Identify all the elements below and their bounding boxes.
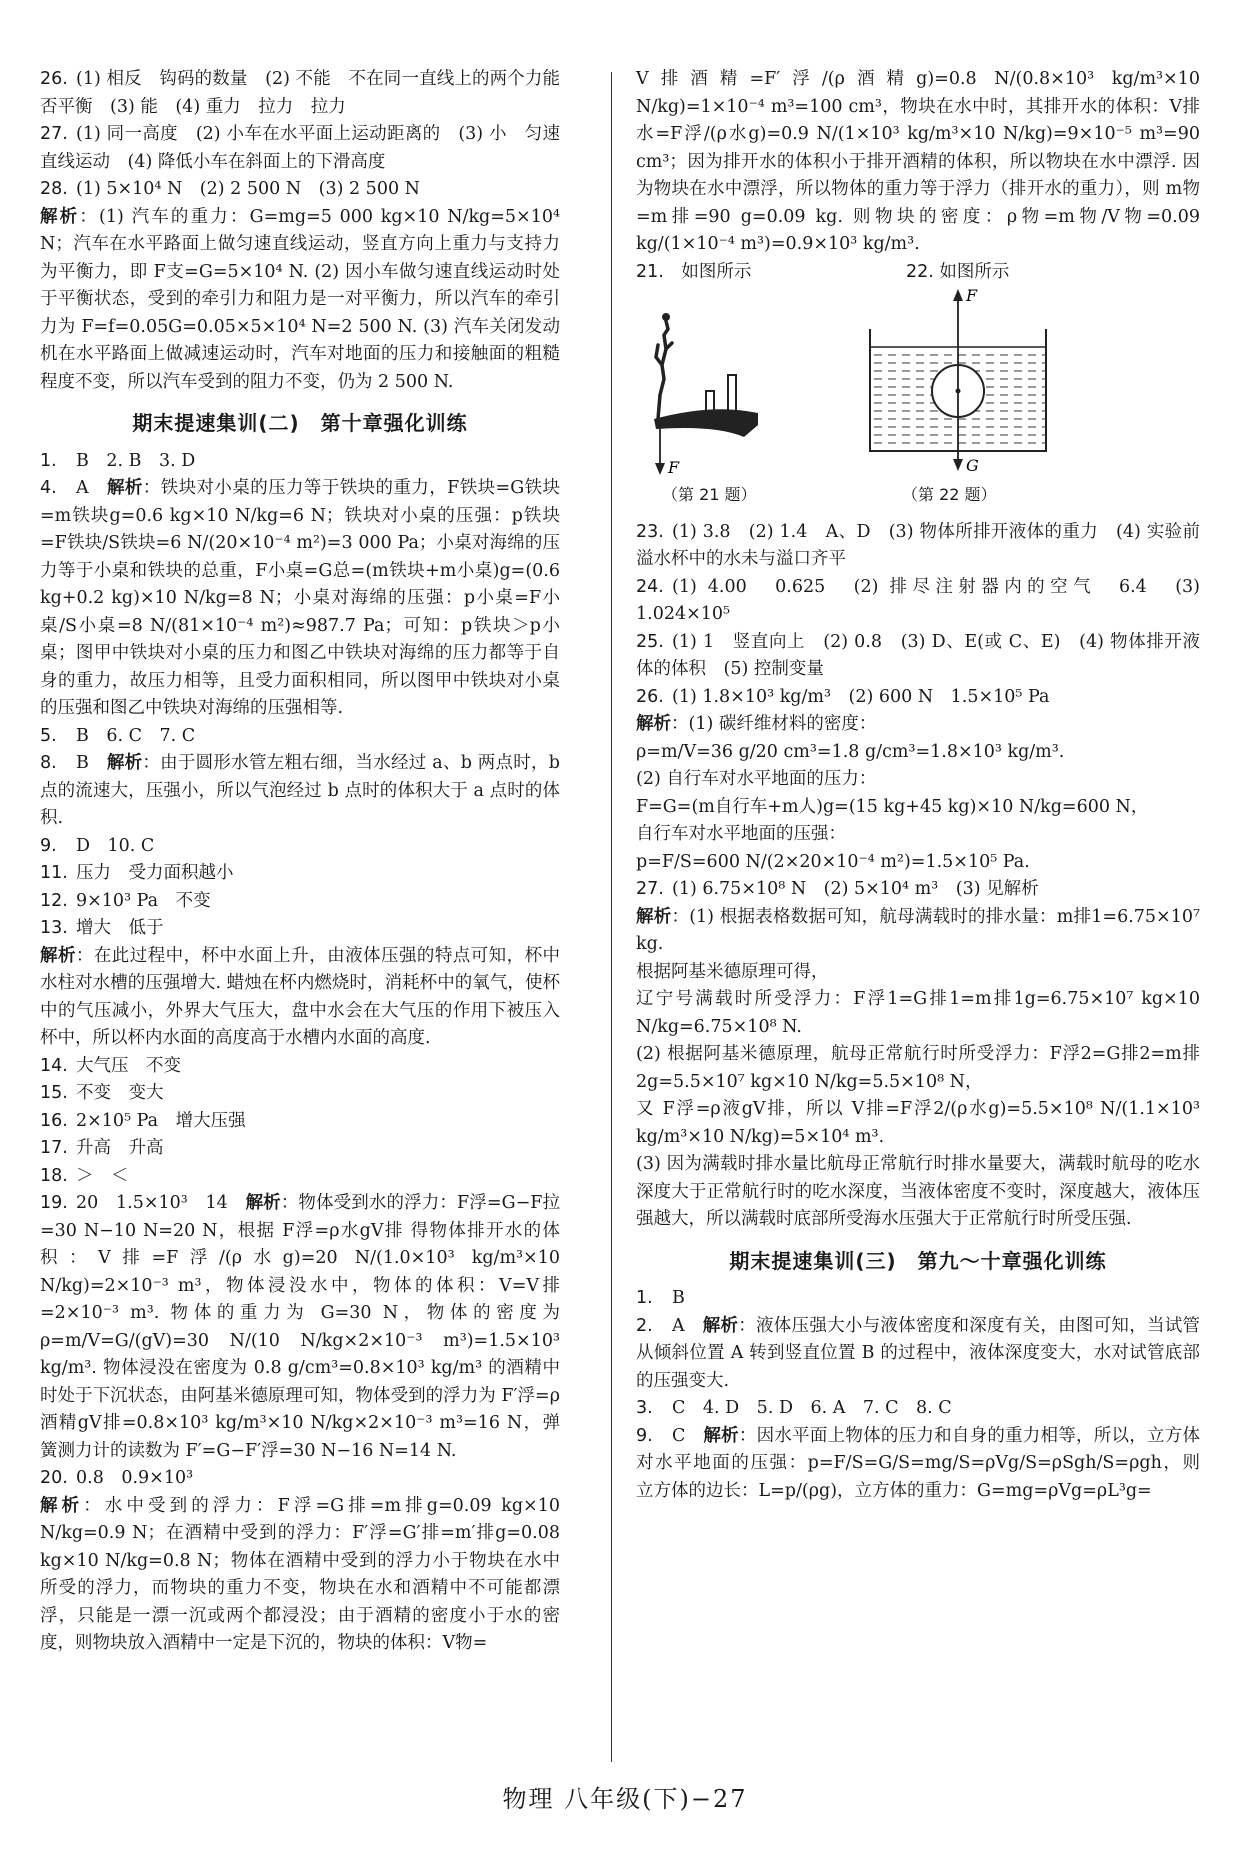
analysis-text: ：(1) 汽车的重力：G=mg=5 000 kg×10 N/kg=5×10⁴ N；汽车在水平路面上做匀速直线运动，竖直方向上重力与支持力为平衡力，即 F支=G=5×10⁴ N. (2) 因小车做匀速直线运动时处于平衡状态，受到的牵引力和阻力是一对平衡力，所以汽车的牵引力为 F=f=0.05G=0.05×5×10⁴ N=2 500 N. (3) 汽车关闭发动机在水平路面上做减速运动时，汽车对地面的压力和接触面的粗糙程度不变，所以汽车受到的阻力不变，仍为 2 500 N. <box>40 206 560 392</box>
answer-14: 14. 大气压 不变 <box>40 1055 181 1076</box>
answer-27: 27. (1) 6.75×10⁸ N (2) 5×10⁴ m³ (3) 见解析 解析：(1) 根据表格数据可知，航母满载时的排水量：m排1=6.75×10⁷ kg. 根据阿基米德原理可得， 辽宁号满载时所受浮力：F浮1=G排1=m排1g=6.75×10⁷ kg×10 N/kg=6.75×10⁸ N. (2) 根据阿基米德原理，航母正常航行时所受浮力：F浮2=G排2=m排2g=5.5×10⁷ kg×10 N/kg=5.5×10⁸ N， 又 F浮=ρ液gV排，所以 V排=F浮2/(ρ水g)=5.5×10⁸ N/(1.1×10³ kg/m³×10 N/kg)=5×10⁴ m³. (3) 因为满载时排水量比航母正常航行时排水量要大，满载时航母的吃水深度大于正常航行时的吃水深度，当液体密度不变时，深度越大，液体压强越大，所以满载时底部所受海水压强大于正常航行时所受压强. <box>636 879 1200 1229</box>
answer-11: 11. 压力 受力面积越小 <box>40 863 234 883</box>
figure-22-caption: （第 22 题） <box>902 484 997 504</box>
answer-28: 28. (1) 5×10⁴ N (2) 2 500 N (3) 2 500 N 解析：(1) 汽车的重力：G=mg=5 000 kg×10 N/kg=5×10⁴ N；汽车在水平路面上做匀速直线运动，竖直方向上重力与支持力为平衡力，即 F支=G=5×10⁴ N. (2) 因小车做匀速直线运动时处于平衡状态，受到的牵引力和阻力是一对平衡力，所以汽车的牵引力为 F=f=0.05G=0.05×5×10⁴ N=2 500 N. (3) 汽车关闭发动机在水平路面上做减速运动时，汽车对地面的压力和接触面的粗糙程度不变，所以汽车受到的阻力不变，仍为 2 500 N. <box>40 179 560 392</box>
answer-3-8: 3. C 4. D 5. D 6. A 7. C 8. C <box>636 1398 952 1418</box>
analysis-text: ：物体受到水的浮力：F浮=G−F拉=30 N−10 N=20 N，根据 F浮=ρ水gV排 得物体排开水的体积：V排=F浮/(ρ水g)=20 N/(1.0×10³ kg/m³×10 N/kg)=2×10⁻³ m³，物体浸没水中，物体的体积：V=V排=2×10⁻³ m³. 物体的重力为 G=30 N，物体的密度为 ρ=m/V=G/(gV)=30 N/(10 N/kg×2×10⁻³ m³)=1.5×10³ kg/m³. 物体浸没在密度为 0.8 g/cm³=0.8×10³ kg/m³ 的酒精中时处于下沉状态，由阿基米德原理可知，物体受到的浮力为 F′浮=ρ酒精gV排=0.8×10³ kg/m³×10 N/kg×2×10⁻³ m³=16 N，弹簧测力计的读数为 F′=G−F′浮=30 N−16 N=14 N. <box>40 1193 560 1461</box>
figure-21-caption: （第 21 题） <box>662 484 757 504</box>
answer-26: 26. (1) 相反 钩码的数量 (2) 不能 不在同一直线上的两个力能否平衡 (3) 能 (4) 重力 拉力 拉力 <box>40 69 560 117</box>
answer-25: 25. (1) 1 竖直向上 (2) 0.8 (3) D、E(或 C、E) (4) 物体排开液体的体积 (5) 控制变量 <box>636 631 1200 679</box>
gravity-label: G <box>966 455 979 475</box>
analysis-text: ：由于圆形水管左粗右细，当水经过 a、b 两点时，b 点的流速大，压强小，所以气泡经过 b 点时的体积大于 a 点时的体积. <box>40 753 561 828</box>
answer-23: 23. (1) 3.8 (2) 1.4 A、D (3) 物体所排开液体的重力 (4) 实验前溢水杯中的水未与溢口齐平 <box>636 521 1200 569</box>
answer-17: 17. 升高 升高 <box>40 1138 164 1158</box>
answer-22-label: 22. 如图所示 <box>906 261 1010 282</box>
answer-13: 13. 增大 低于 解析：在此过程中，杯中水面上升，由液体压强的特点可知，杯中水柱对水槽的压强增大. 蜡烛在杯内燃烧时，消耗杯中的氧气，使杯中的气压减小，外界大气压大，盘中水会在大气压的作用下被压入杯中，所以杯内水面的高度高于水槽内水面的高度. <box>40 918 561 1048</box>
answer-8: 8. B 解析：由于圆形水管左粗右细，当水经过 a、b 两点时，b 点的流速大，压强小，所以气泡经过 b 点时的体积大于 a 点时的体积. <box>40 753 561 828</box>
answer-16: 16. 2×10⁵ Pa 增大压强 <box>40 1110 246 1131</box>
answer-20: 20. 0.8 0.9×10³ 解析：水中受到的浮力：F浮=G排=m排g=0.09 kg×10 N/kg=0.9 N；在酒精中受到的浮力：F′浮=G′排=m′排g=0.08 kg×10 N/kg=0.8 N；物体在酒精中受到的浮力小于物块在水中所受的浮力，而物块的重力不变，物块在水和酒精中不可能都漂浮，只能是一漂一沉或两个都浸没；由于酒精的密度小于水的密度，则物块放入酒精中一定是下沉的，物块的体积：V物= <box>40 1468 560 1653</box>
figure-22-floating-ball <box>858 279 1058 479</box>
analysis-text: ：铁块对小桌的压力等于铁块的重力，F铁块=G铁块=m铁块g=0.6 kg×10 N/kg=6 N；铁块对小桌的压强：p铁块=F铁块/S铁块=6 N/(20×10⁻⁴ m²)=3 000 Pa；小桌对海绵的压力等于小桌和铁块的总重，F小桌=G总=(m铁块+m小桌)g=(0.6 kg+0.2 kg)×10 N/kg=8 N；小桌对海绵的压强：p小桌=F小桌/S小桌=8 N/(81×10⁻⁴ m²)≈987.7 Pa；可知：p铁块＞p小桌；图甲中铁块对小桌的压力和图乙中铁块对海绵的压力都等于自身的重力，故压力相等，且受力面积相同，所以图甲中铁块对小桌的压强和图乙中铁块对海绵的压强相等. <box>40 478 560 718</box>
analysis-text: ：因水平面上物体的压力和自身的重力相等，所以，立方体对水平地面的压强：p=F/S=G/S=mg/S=ρVg/S=ρSgh/S=ρgh，则立方体的边长：L=p/(ρg)，立方体的重力：G=mg=ρVg=ρL³g= <box>636 1425 1201 1501</box>
page-footer: 物理 八年级(下)−27 <box>502 1785 748 1813</box>
section-title-3: 期末提速集训(三) 第九～十章强化训练 <box>729 1248 1107 1273</box>
answer-19: 19. 20 1.5×10³ 14 解析：物体受到水的浮力：F浮=G−F拉=30 N−10 N=20 N，根据 F浮=ρ水gV排 得物体排开水的体积：V排=F浮/(ρ水g)=20 N/(1.0×10³ kg/m³×10 N/kg)=2×10⁻³ m³，物体浸没水中，物体的体积：V=V排=2×10⁻³ m³. 物体的重力为 G=30 N，物体的密度为 ρ=m/V=G/(gV)=30 N/(10 N/kg×2×10⁻³ m³)=1.5×10³ kg/m³. 物体浸没在密度为 0.8 g/cm³=0.8×10³ kg/m³ 的酒精中时处于下沉状态，由阿基米德原理可知，物体受到的浮力为 F′浮=ρ酒精gV排=0.8×10³ kg/m³×10 N/kg×2×10⁻³ m³=16 N，弹簧测力计的读数为 F′=G−F′浮=30 N−16 N=14 N. <box>40 1193 560 1461</box>
answer-27: 27. (1) 同一高度 (2) 小车在水平面上运动距离的 (3) 小 匀速直线运动 (4) 降低小车在斜面上的下滑高度 <box>40 124 560 172</box>
answer-5-7: 5. B 6. C 7. C <box>40 725 196 746</box>
answer-1-3: 1. B 2. B 3. D <box>40 450 196 471</box>
answer-12: 12. 9×10³ Pa 不变 <box>40 890 211 911</box>
analysis-label: 解析 <box>106 753 143 773</box>
analysis-label: 解析 <box>40 945 76 966</box>
board-post-tall <box>728 375 736 411</box>
figure-row-21-22 <box>636 259 1200 519</box>
analysis-label: 解析 <box>702 1315 739 1336</box>
right-column <box>636 66 1200 1505</box>
answer-1: 1. B <box>636 1288 685 1308</box>
analysis-label: 解析 <box>40 206 80 227</box>
column-divider <box>611 72 612 1762</box>
figure-21-diving-board <box>636 287 766 477</box>
answer-18: 18. ＞ ＜ <box>40 1165 129 1186</box>
section-title-2: 期末提速集训(二) 第十章强化训练 <box>132 411 468 435</box>
analysis-label: 解析 <box>636 714 671 734</box>
answer-9: 9. C 解析：因水平面上物体的压力和自身的重力相等，所以，立方体对水平地面的压强：p=F/S=G/S=mg/S=ρVg/S=ρSgh/S=ρgh，则立方体的边长：L=p/(ρg)，立方体的重力：G=mg=ρVg=ρL³g= <box>636 1425 1201 1501</box>
analysis-label: 解析 <box>40 1495 84 1516</box>
answer-20-continued: V排酒精=F′浮/(ρ酒精g)=0.8 N/(0.8×10³ kg/m³×10 N/kg)=1×10⁻⁴ m³=100 cm³，物块在水中时，其排开水的体积：V排水=F浮/(ρ水g)=0.9 N/(1×10³ kg/m³×10 N/kg)=9×10⁻⁵ m³=90 cm³；因为排开水的体积小于排开酒精的体积，所以物块在水中漂浮. 因为物块在水中漂浮，所以物体的重力等于浮力（排开水的重力），则 m物=m排=90 g=0.09 kg. 则物块的密度：ρ物=m物/V物=0.09 kg/(1×10⁻⁴ m³)=0.9×10³ kg/m³. <box>636 69 1200 254</box>
analysis-label: 解析 <box>636 906 672 927</box>
analysis-text: ：水中受到的浮力：F浮=G排=m排g=0.09 kg×10 N/kg=0.9 N；在酒精中受到的浮力：F′浮=G′排=m′排g=0.08 kg×10 N/kg=0.8 N；物体在酒精中受到的浮力小于物块在水中所受的浮力，而物块的重力不变，物块在水和酒精中不可能都漂浮，只能是一漂一沉或两个都浸没；由于酒精的密度小于水的密度，则物块放入酒精中一定是下沉的，物块的体积：V物= <box>40 1495 560 1653</box>
gravity-arrowhead <box>953 459 963 471</box>
answer-24: 24. (1) 4.00 0.625 (2) 排尽注射器内的空气 6.4 (3) 1.024×10⁵ <box>636 576 1200 624</box>
answer-15: 15. 不变 变大 <box>40 1083 164 1103</box>
analysis-label: 解析 <box>106 478 143 498</box>
analysis-text: ：(1) 根据表格数据可知，航母满载时的排水量：m排1=6.75×10⁷ kg. <box>636 906 1200 954</box>
left-column <box>40 66 560 1658</box>
analysis-text: ：液体压强大小与液体密度和深度有关，由图可知，当试管从倾斜位置 A 转到竖直位置 B 的过程中，液体深度变大，水对试管底部的压强变大. <box>636 1315 1201 1391</box>
buoyancy-arrowhead <box>953 289 963 301</box>
analysis-text: ：(1) 碳纤维材料的密度： <box>671 714 877 734</box>
force-label: F <box>668 457 680 477</box>
buoyancy-label: F <box>966 285 978 305</box>
answer-9-10: 9. D 10. C <box>40 835 155 856</box>
force-arrowhead <box>655 463 665 475</box>
diver-head <box>662 313 670 321</box>
answer-2: 2. A 解析：液体压强大小与液体密度和深度有关，由图可知，当试管从倾斜位置 A 转到竖直位置 B 的过程中，液体深度变大，水对试管底部的压强变大. <box>636 1315 1201 1391</box>
diver-figure <box>656 321 672 419</box>
answer-21-label: 21. 如图所示 <box>636 261 752 282</box>
answer-4: 4. A 解析：铁块对小桌的压力等于铁块的重力，F铁块=G铁块=m铁块g=0.6 kg×10 N/kg=6 N；铁块对小桌的压强：p铁块=F铁块/S铁块=6 N/(20×10⁻⁴ m²)=3 000 Pa；小桌对海绵的压力等于小桌和铁块的总重，F小桌=G总=(m铁块+m小桌)g=(0.6 kg+0.2 kg)×10 N/kg=8 N；小桌对海绵的压强：p小桌=F小桌/S小桌=8 N/(81×10⁻⁴ m²)≈987.7 Pa；可知：p铁块＞p小桌；图甲中铁块对小桌的压力和图乙中铁块对海绵的压力都等于自身的重力，故压力相等，且受力面积相同，所以图甲中铁块对小桌的压强和图乙中铁块对海绵的压强相等. <box>40 478 560 718</box>
analysis-label: 解析 <box>245 1193 281 1213</box>
answer-26: 26. (1) 1.8×10³ kg/m³ (2) 600 N 1.5×10⁵ Pa 解析：(1) 碳纤维材料的密度： ρ=m/V=36 g/20 cm³=1.8 g/cm³=1.8×10³ kg/m³. (2) 自行车对水平地面的压力： F=G=(m自行车+m人)g=(15 kg+45 kg)×10 N/kg=600 N， 自行车对水平地面的压强： p=F/S=600 N/(2×20×10⁻⁴ m²)=1.5×10⁵ Pa. <box>636 686 1149 872</box>
analysis-label: 解析 <box>703 1425 739 1446</box>
analysis-text: ：在此过程中，杯中水面上升，由液体压强的特点可知，杯中水柱对水槽的压强增大. 蜡烛在杯内燃烧时，消耗杯中的氧气，使杯中的气压减小，外界大气压大，盘中水会在大气压的作用下被压入杯中，所以杯内水面的高度高于水槽内水面的高度. <box>40 945 561 1048</box>
